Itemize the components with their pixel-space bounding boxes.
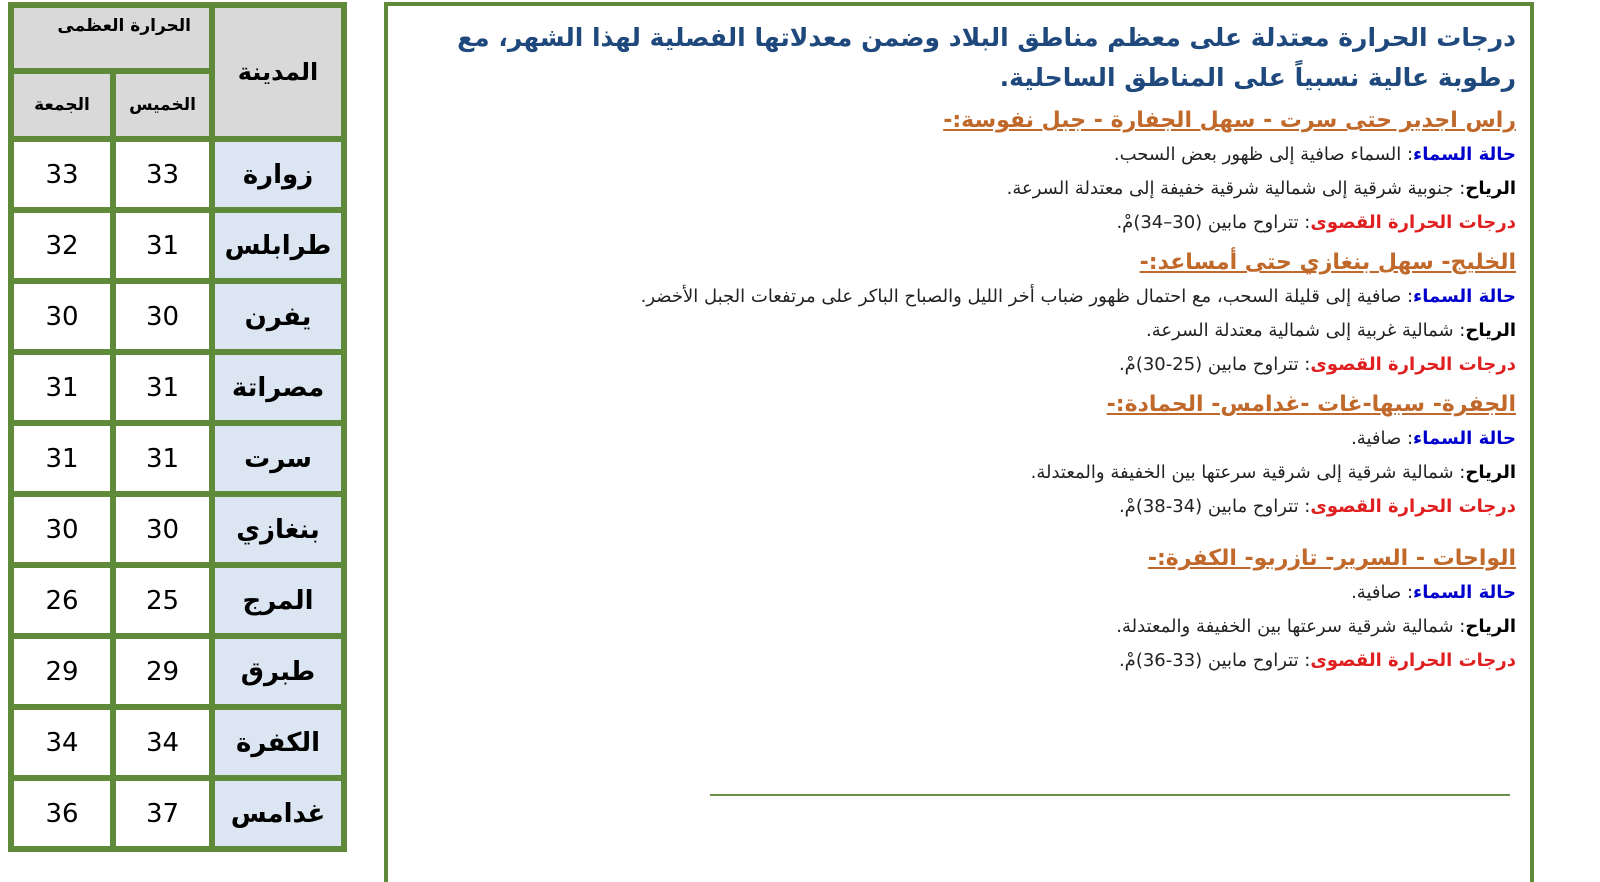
city-name: مصراتة <box>212 352 344 423</box>
wind-condition <box>416 456 1516 490</box>
city-name: زوارة <box>212 139 344 210</box>
city-name: غدامس <box>212 778 344 849</box>
wind-condition <box>416 172 1516 206</box>
header-thursday: الخميس <box>113 71 212 139</box>
sky-label: حالة السماء <box>1413 428 1516 449</box>
friday-temp: 31 <box>11 352 113 423</box>
wind-text: : شمالية غربية إلى شمالية معتدلة السرعة. <box>1146 320 1466 341</box>
city-name: طرابلس <box>212 210 344 281</box>
wind-label: الرياح <box>1465 616 1516 637</box>
wind-label: الرياح <box>1465 320 1516 341</box>
wind-condition <box>416 314 1516 348</box>
thursday-temp: 25 <box>113 565 212 636</box>
wind-condition <box>416 610 1516 644</box>
header-city: المدينة <box>212 5 344 139</box>
friday-temp: 30 <box>11 281 113 352</box>
header-max-temperature: الحرارة العظمى <box>11 5 212 71</box>
sky-text: : صافية. <box>1351 582 1414 603</box>
thursday-temp: 31 <box>113 210 212 281</box>
max-temp-range <box>416 206 1516 240</box>
friday-temp: 30 <box>11 494 113 565</box>
friday-temp: 32 <box>11 210 113 281</box>
thursday-temp: 33 <box>113 139 212 210</box>
sky-label: حالة السماء <box>1413 144 1516 165</box>
city-name: الكفرة <box>212 707 344 778</box>
forecast-panel <box>384 2 1534 882</box>
wind-label: الرياح <box>1465 178 1516 199</box>
max-temperature-table <box>8 2 347 852</box>
temp-label: درجات الحرارة القصوى <box>1310 354 1516 375</box>
city-name: طبرق <box>212 636 344 707</box>
sky-condition <box>416 138 1516 172</box>
table-row <box>11 636 344 707</box>
friday-temp: 36 <box>11 778 113 849</box>
temp-text: : تتراوح مابين (34-38)مْ. <box>1118 496 1311 517</box>
friday-temp: 29 <box>11 636 113 707</box>
table-row <box>11 281 344 352</box>
sky-text: : صافية. <box>1351 428 1414 449</box>
sky-label: حالة السماء <box>1413 582 1516 603</box>
temp-text: : تتراوح مابين (25-30)مْ. <box>1118 354 1311 375</box>
temp-label: درجات الحرارة القصوى <box>1310 496 1516 517</box>
wind-label: الرياح <box>1465 462 1516 483</box>
city-name: المرج <box>212 565 344 636</box>
temp-text: : تتراوح مابين (30–34)مْ. <box>1116 212 1311 233</box>
wind-text: : شمالية شرقية سرعتها بين الخفيفة والمعتدلة. <box>1116 616 1466 637</box>
friday-temp: 26 <box>11 565 113 636</box>
region-title: الخليج- سهل بنغازي حتى أمساعد:- <box>1139 250 1516 275</box>
table-row <box>11 139 344 210</box>
max-temp-range <box>416 490 1516 524</box>
friday-temp: 33 <box>11 139 113 210</box>
sky-text: : صافية إلى قليلة السحب، مع احتمال ظهور ضباب أخر الليل والصباح الباكر على مرتفعات الجبل الأخضر. <box>640 286 1414 307</box>
thursday-temp: 29 <box>113 636 212 707</box>
table-row <box>11 778 344 849</box>
forecast-intro: درجات الحرارة معتدلة على معظم مناطق البلاد وضمن معدلاتها الفصلية لهذا الشهر، مع رطوبة عالية نسبياً على المناطق الساحلية. <box>457 23 1516 92</box>
thursday-temp: 37 <box>113 778 212 849</box>
table-row <box>11 210 344 281</box>
region-title: الواحات - السرير- تازربو- الكفرة:- <box>1147 546 1516 571</box>
region-title: راس اجدير حتى سرت - سهل الجفارة - جبل نفوسة:- <box>943 108 1516 133</box>
city-name: يفرن <box>212 281 344 352</box>
max-temp-range <box>416 348 1516 382</box>
city-name: بنغازي <box>212 494 344 565</box>
thursday-temp: 34 <box>113 707 212 778</box>
sky-condition <box>416 576 1516 610</box>
region-title: الجفرة- سبها-غات -غدامس- الحمادة:- <box>1106 392 1516 417</box>
city-name: سرت <box>212 423 344 494</box>
wind-text: : شمالية شرقية إلى شرقية سرعتها بين الخفيفة والمعتدلة. <box>1030 462 1466 483</box>
temp-text: : تتراوح مابين (33-36)مْ. <box>1118 650 1311 671</box>
thursday-temp: 30 <box>113 494 212 565</box>
temp-label: درجات الحرارة القصوى <box>1310 212 1516 233</box>
max-temp-range <box>416 644 1516 678</box>
header-friday: الجمعة <box>11 71 113 139</box>
sky-condition <box>416 280 1516 314</box>
table-row <box>11 423 344 494</box>
bottom-divider <box>710 794 1510 796</box>
table-row <box>11 707 344 778</box>
table-row <box>11 494 344 565</box>
table-row <box>11 352 344 423</box>
forecast-content <box>416 6 1516 678</box>
sky-condition <box>416 422 1516 456</box>
thursday-temp: 30 <box>113 281 212 352</box>
friday-temp: 31 <box>11 423 113 494</box>
sky-text: : السماء صافية إلى ظهور بعض السحب. <box>1113 144 1414 165</box>
table-row <box>11 565 344 636</box>
wind-text: : جنوبية شرقية إلى شمالية شرقية خفيفة إلى معتدلة السرعة. <box>1006 178 1466 199</box>
friday-temp: 34 <box>11 707 113 778</box>
thursday-temp: 31 <box>113 423 212 494</box>
temp-label: درجات الحرارة القصوى <box>1310 650 1516 671</box>
thursday-temp: 31 <box>113 352 212 423</box>
sky-label: حالة السماء <box>1413 286 1516 307</box>
